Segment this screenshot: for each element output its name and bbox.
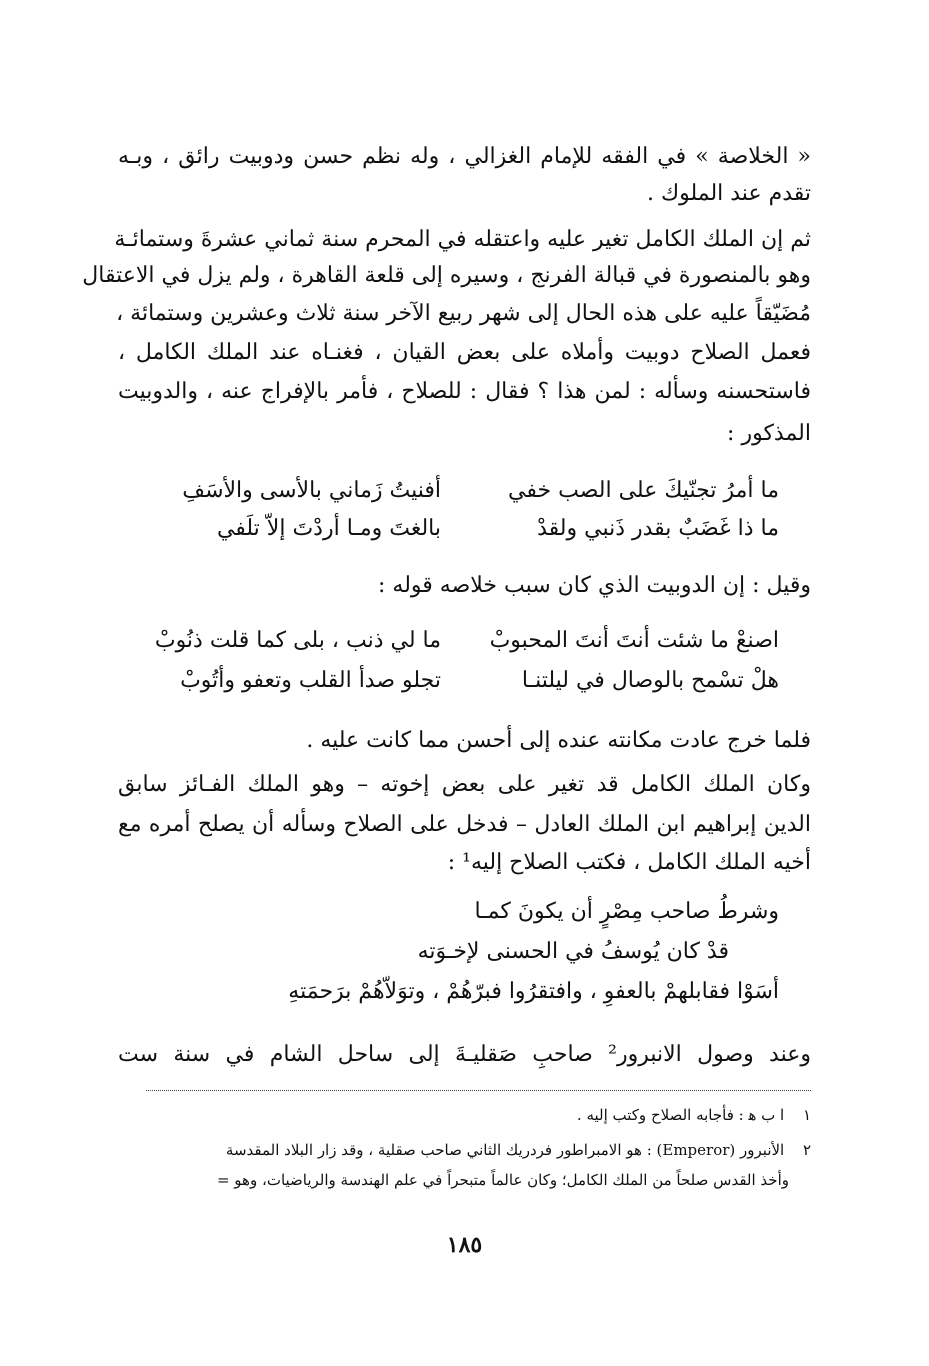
body-line: وكان الملك الكامل قد تغير على بعض إخوته – وهو الملك الفـائز سابق (118, 772, 811, 797)
footnote-text: وأخذ القدس صلحاً من الملك الكامل؛ وكان عالماً متبحراً في علم الهندسة والرياضيات، وهو = (216, 1171, 789, 1189)
footnote-number: ١ (802, 1106, 811, 1124)
body-line: أخيه الملك الكامل ، فكتب الصلاح إليه¹ : (447, 850, 811, 875)
verse-hemistich-right: هلْ تسْمح بالوصال في ليلتنـا (521, 668, 779, 693)
page-number: ١٨٥ (446, 1232, 483, 1258)
poem-line: وشرطُ صاحب مِصْرٍ أن يكونَ كمـا (474, 899, 779, 924)
body-line: فاستحسنه وسأله : لمن هذا ؟ فقال : للصلاح ، فأمر بالإفراج عنه ، والدوبيت (118, 379, 811, 404)
body-line: الدين إبراهيم ابن الملك العادل – فدخل على الصلاح وسأله أن يصلح أمره مع (118, 812, 811, 837)
body-line: وعند وصول الانبرور² صاحبِ صَقليـةَ إلى ساحل الشام في سنة ست (118, 1042, 811, 1067)
body-line: مُضَيّقاً عليه على هذه الحال إلى شهر ربيع الآخر سنة ثلاث وعشرين وستمائة ، (116, 301, 811, 326)
footnote-separator (146, 1090, 811, 1091)
body-line: تقدم عند الملوك . (646, 181, 811, 206)
footnote-continuation (118, 1168, 789, 1192)
verse-hemistich-left: تجلو صدأ القلب وتعفو وأتُوبْ (180, 668, 441, 693)
footnote-text: الأنبرور (Emperor) : هو الامبراطور فردريك الثاني صاحب صقلية ، وقد زار البلاد المقدسة (225, 1141, 785, 1159)
verse-hemistich-right: ما ذا غَضَبٌ بقدر ذَنبي ولقدْ (537, 516, 779, 541)
verse-hemistich-right: اصنعْ ما شئت أنتَ أنتَ المحبوبْ (489, 628, 779, 653)
footnote-number: ٢ (802, 1141, 811, 1159)
footnote-text: ا ب ﻫ : فأجابه الصلاح وكتب إليه . (576, 1106, 785, 1124)
poem-line: أسَوْا فقابلهمْ بالعفوِ ، وافتقرُوا فبرّهُمْ ، وتوَلاّهُمْ برَحمَتهِ (288, 979, 779, 1004)
verse-intro: وقيل : إن الدوبيت الذي كان سبب خلاصه قوله : (378, 573, 811, 598)
footnote (118, 1103, 811, 1127)
body-line: فعمل الصلاح دوبيت وأملاه على بعض القيان ، فغنـاه عند الملك الكامل ، (118, 340, 811, 365)
verse-hemistich-left: ما لي ذنب ، بلى كما قلت ذنُوبْ (154, 628, 441, 653)
verse-hemistich-right: ما أمرُ تجنّيكَ على الصب خفي (508, 478, 779, 503)
body-line: فلما خرج عادت مكانته عنده إلى أحسن مما كانت عليه . (306, 728, 811, 753)
body-line: ثم إن الملك الكامل تغير عليه واعتقله في المحرم سنة ثماني عشرةَ وستمائـة (114, 227, 811, 252)
body-line: وهو بالمنصورة في قبالة الفرنج ، وسيره إلى قلعة القاهرة ، ولم يزل في الاعتقال (82, 263, 811, 288)
body-line: « الخلاصة » في الفقه للإمام الغزالي ، وله نظم حسن ودوبيت رائق ، وبـه (118, 144, 811, 169)
poem-line: قدْ كان يُوسفُ في الحسنى لإخـوَته (417, 939, 729, 964)
body-line: المذكور : (727, 421, 811, 446)
footnote (118, 1138, 811, 1162)
verse-hemistich-left: أفنيتُ زَماني بالأسى والأسَفِ (182, 478, 441, 503)
verse-hemistich-left: بالغتَ ومـا أردْتَ إلاّ تلَفي (216, 516, 441, 541)
